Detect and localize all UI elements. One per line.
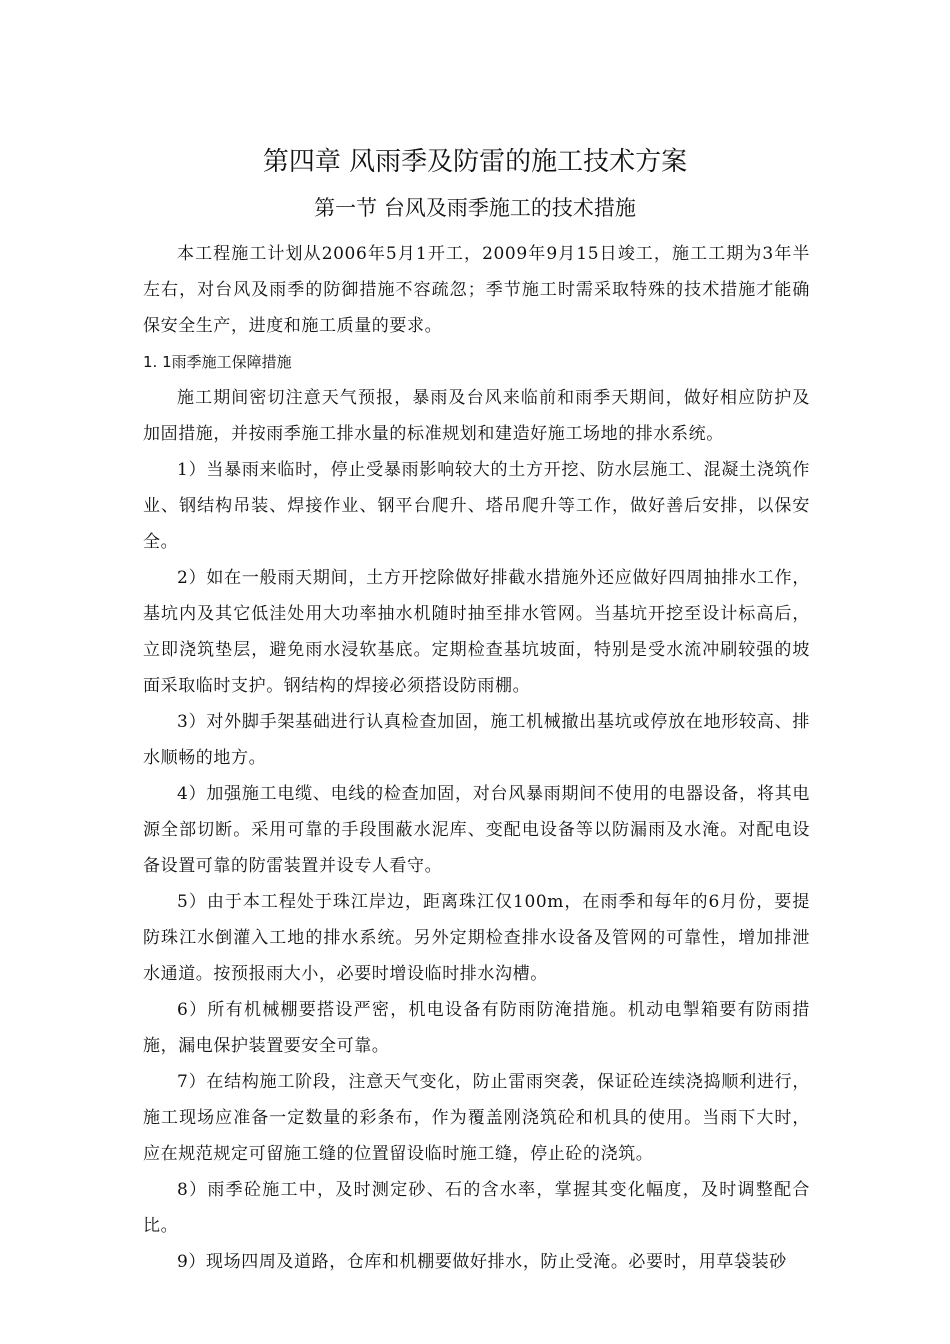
body-text [143,236,810,1280]
list-item: 4）加强施工电缆、电线的检查加固，对台风暴雨期间不使用的电器设备，将其电源全部切断。采用可靠的手段围蔽水泥库、变配电设备等以防漏雨及水淹。对配电设备设置可靠的防雷装置并设专人看守。 [143,784,810,876]
list-item: 6）所有机械棚要搭设严密，机电设备有防雨防淹措施。机动电掣箱要有防雨措施，漏电保护装置要安全可靠。 [143,1000,810,1056]
general-paragraph: 施工期间密切注意天气预报，暴雨及台风来临前和雨季天期间，做好相应防护及加固措施，并按雨季施工排水量的标准规划和建造好施工场地的排水系统。 [143,388,810,444]
subheading: 1. 1雨季施工保障措施 [143,353,292,371]
intro-paragraph: 本工程施工计划从2006年5月1开工，2009年9月15日竣工，施工工期为3年半左右，对台风及雨季的防御措施不容疏忽；季节施工时需采取特殊的技术措施才能确保安全生产，进度和施工质量的要求。 [143,244,810,336]
list-item: 9）现场四周及道路，仓库和机棚要做好排水，防止受淹。必要时，用草袋装砂 [177,1252,787,1272]
list-item: 2）如在一般雨天期间，土方开挖除做好排截水措施外还应做好四周抽排水工作，基坑内及其它低洼处用大功率抽水机随时抽至排水管网。当基坑开挖至设计标高后，立即浇筑垫层，避免雨水浸软基底。定期检查基坑坡面，特别是受水流冲刷较强的坡面采取临时支护。钢结构的焊接必须搭设防雨棚。 [143,568,810,696]
list-item: 1）当暴雨来临时，停止受暴雨影响较大的土方开挖、防水层施工、混凝土浇筑作业、钢结构吊装、焊接作业、钢平台爬升、塔吊爬升等工作，做好善后安排，以保安全。 [143,460,810,552]
list-item: 8）雨季砼施工中，及时测定砂、石的含水率，掌握其变化幅度，及时调整配合比。 [143,1180,810,1236]
chapter-title: 第四章 风雨季及防雷的施工技术方案 [262,147,688,177]
section-title: 第一节 台风及雨季施工的技术措施 [314,196,636,220]
list-item: 7）在结构施工阶段，注意天气变化，防止雷雨突袭，保证砼连续浇捣顺利进行，施工现场应准备一定数量的彩条布，作为覆盖刚浇筑砼和机具的使用。当雨下大时，应在规范规定可留施工缝的位置留设临时施工缝，停止砼的浇筑。 [143,1072,810,1164]
list-item: 3）对外脚手架基础进行认真检查加固，施工机械撤出基坑或停放在地形较高、排水顺畅的地方。 [143,712,810,768]
list-item: 5）由于本工程处于珠江岸边，距离珠江仅100m，在雨季和每年的6月份，要提防珠江水倒灌入工地的排水系统。另外定期检查排水设备及管网的可靠性，增加排泄水通道。按预报雨大小，必要时增设临时排水沟槽。 [143,892,810,984]
